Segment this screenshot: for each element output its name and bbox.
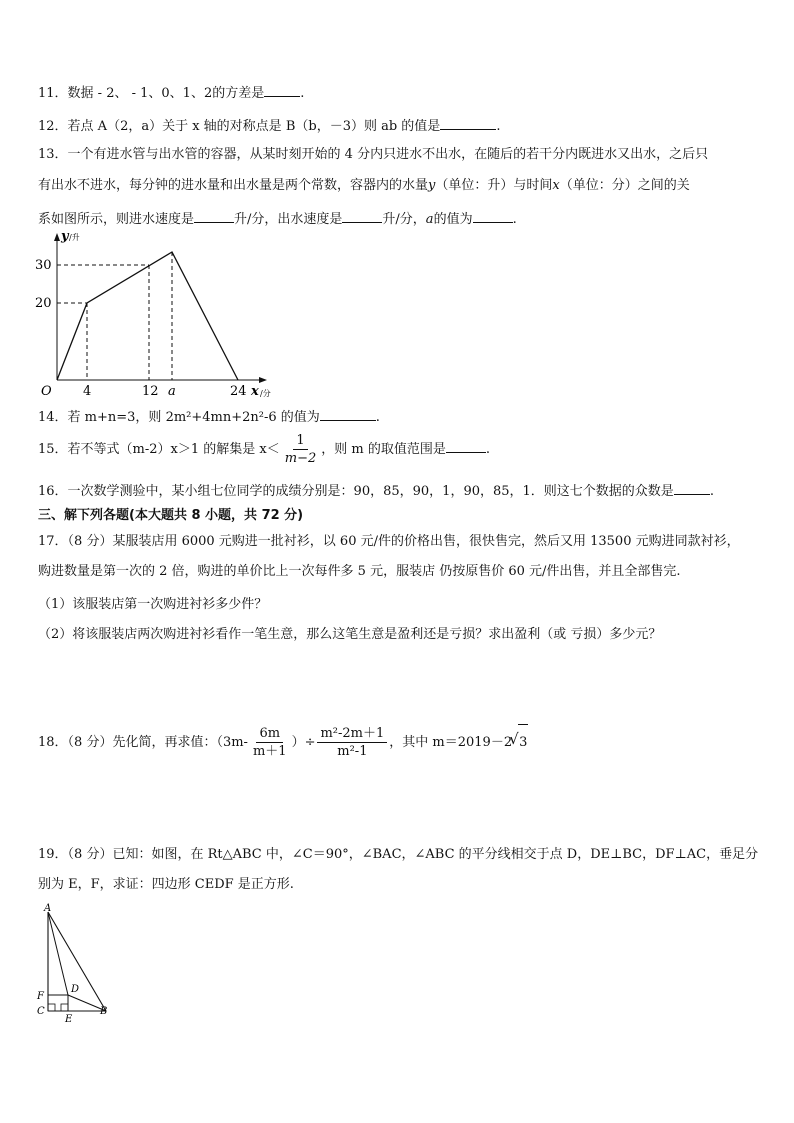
question-text: （8 分）某服装店用 6000 元购进一批衬衫，以 60 元/件的价格出售，很快售完，然后又用 13500 元购进同款衬衫，	[67, 534, 740, 549]
y-axis-arrow-icon	[54, 233, 60, 241]
question-17-sub-2: （2）将该服装店两次购进衬衫看作一笔生意，那么这笔生意是盈利还是亏损？求出盈利（或 亏损）多少元？	[38, 627, 662, 642]
x-unit-label: /分	[260, 389, 271, 398]
question-14: 14．若 m+n=3，则 2m²+4mn+2n²-6 的值为 .	[38, 406, 380, 427]
y-tick-20: 20	[35, 296, 52, 311]
question-12: 12．若点 A（2，a）关于 x 轴的对称点是 B（b，－3）则 ab 的值是 .	[38, 115, 500, 136]
var-a: a	[425, 212, 434, 227]
label-f: F	[37, 991, 44, 1002]
question-15: 15．若不等式（m-2）x＞1 的解集是 x＜ $\frac{1}{m-2}$ ，则 m 的取值范围是 .	[38, 433, 490, 466]
fraction-1: $\frac{6m}{m+1}$	[252, 726, 287, 759]
label-d: D	[71, 984, 80, 995]
water-volume-graph	[30, 226, 290, 402]
label-c: C	[37, 1006, 45, 1017]
question-19-line-1	[38, 846, 758, 864]
label-e: E	[65, 1014, 73, 1024]
right-angle-mark-e	[61, 1004, 68, 1011]
origin-label: O	[41, 384, 52, 399]
question-18: 18．（8 分）先化简，再求值：（3m- $\frac{6m}{m+1}$ ）÷ $\frac{\text{m²-2m＋1}}{\text{m²-1}}$ ，其中 m＝2019－2√ 3	[38, 724, 528, 761]
question-number: 12．	[38, 119, 68, 134]
var-y: y	[428, 178, 436, 193]
answer-blank[interactable]	[446, 438, 486, 453]
answer-blank-outflow[interactable]	[342, 208, 382, 223]
answer-blank[interactable]	[440, 115, 496, 130]
question-number: 18．	[38, 735, 68, 750]
label-a: A	[44, 903, 52, 914]
question-16: 16．一次数学测验中，某小组七位同学的成绩分别是：90，85，90，1，90，85，1．则这七个数据的众数是 .	[38, 480, 714, 501]
question-11: 11．数据 - 2、 - 1、0、1、2的方差是 .	[38, 82, 304, 103]
x-tick-12: 12	[142, 384, 159, 399]
question-17-line-2: 购进数量是第一次的 2 倍，购进的单价比上一次每件多 5 元，服装店 仍按原售价 60 元/件出售，并且全部售完.	[38, 564, 681, 579]
question-number: 16．	[38, 484, 68, 499]
x-axis-arrow-icon	[259, 377, 267, 383]
x-axis-label: x	[251, 384, 259, 399]
answer-blank-a[interactable]	[473, 208, 513, 223]
question-text: 若 m+n=3，则 2m²+4mn+2n²-6 的值为	[67, 410, 320, 425]
question-text: 一次数学测验中，某小组七位同学的成绩分别是：90，85，90，1，90，85，1．则这七个数据的众数是	[67, 484, 674, 499]
bisector-ad	[48, 912, 68, 995]
question-number: 15．	[38, 442, 68, 457]
label-b: B	[100, 1006, 108, 1017]
y-unit-label: /升	[69, 233, 80, 242]
var-x: x	[552, 178, 560, 193]
question-text: 若不等式（m-2）x＞1 的解集是 x＜	[67, 442, 280, 457]
question-number: 14．	[38, 410, 68, 425]
question-13-line-3: 系如图所示，则进水速度是 升/分，出水速度是 升/分，a的值为 .	[38, 208, 517, 229]
answer-blank[interactable]	[320, 406, 376, 421]
fraction: $\frac{1}{m-2}$	[284, 433, 317, 466]
question-number: 11．	[38, 86, 68, 101]
section-3-heading: 三、解下列各题(本大题共 8 小题，共 72 分)	[38, 508, 304, 523]
question-text: （8 分）已知：如图，在 Rt△ABC 中，∠C＝90°，∠BAC，∠ABC 的平分线相交于点 D，DE⊥BC，DF⊥AC，垂足分	[67, 847, 759, 862]
question-19-line-2: 别为 E，F，求证：四边形 CEDF 是正方形.	[38, 877, 294, 892]
y-tick-30: 30	[35, 258, 52, 273]
x-tick-a: a	[168, 384, 176, 399]
fraction-2: $\frac{\text{m²-2m＋1}}{\text{m²-1}}$	[317, 725, 387, 760]
x-tick-24: 24	[230, 384, 247, 399]
sqrt-expression: √ 3	[518, 724, 528, 761]
question-13-line-1	[38, 146, 708, 164]
x-tick-4: 4	[83, 384, 92, 399]
question-13-line-2: 有出水不进水，每分钟的进水量和出水量是两个常数，容器内的水量y（单位：升）与时间x（单位：分）之间的关	[38, 178, 690, 193]
question-number: 19．	[38, 847, 68, 862]
answer-blank[interactable]	[674, 480, 710, 495]
question-text: 若点 A（2，a）关于 x 轴的对称点是 B（b，－3）则 ab 的值是	[67, 119, 441, 134]
y-axis-label: y	[61, 229, 69, 244]
triangle-figure	[32, 900, 128, 1024]
answer-blank[interactable]	[264, 82, 300, 97]
question-17-line-1	[38, 533, 740, 551]
question-number: 13．	[38, 147, 68, 162]
volume-line	[57, 252, 238, 380]
side-ab	[48, 912, 106, 1011]
answer-blank-inflow[interactable]	[194, 208, 234, 223]
question-17-sub-1: （1）该服装店第一次购进衬衫多少件？	[38, 597, 268, 612]
right-angle-mark-c	[48, 1004, 55, 1011]
question-text: 数据 - 2、 - 1、0、1、2的方差是	[67, 86, 265, 101]
question-number: 17．	[38, 534, 68, 549]
question-text: 一个有进水管与出水管的容器，从某时刻开始的 4 分内只进水不出水，在随后的若干分内既进水又出水，之后只	[67, 147, 709, 162]
